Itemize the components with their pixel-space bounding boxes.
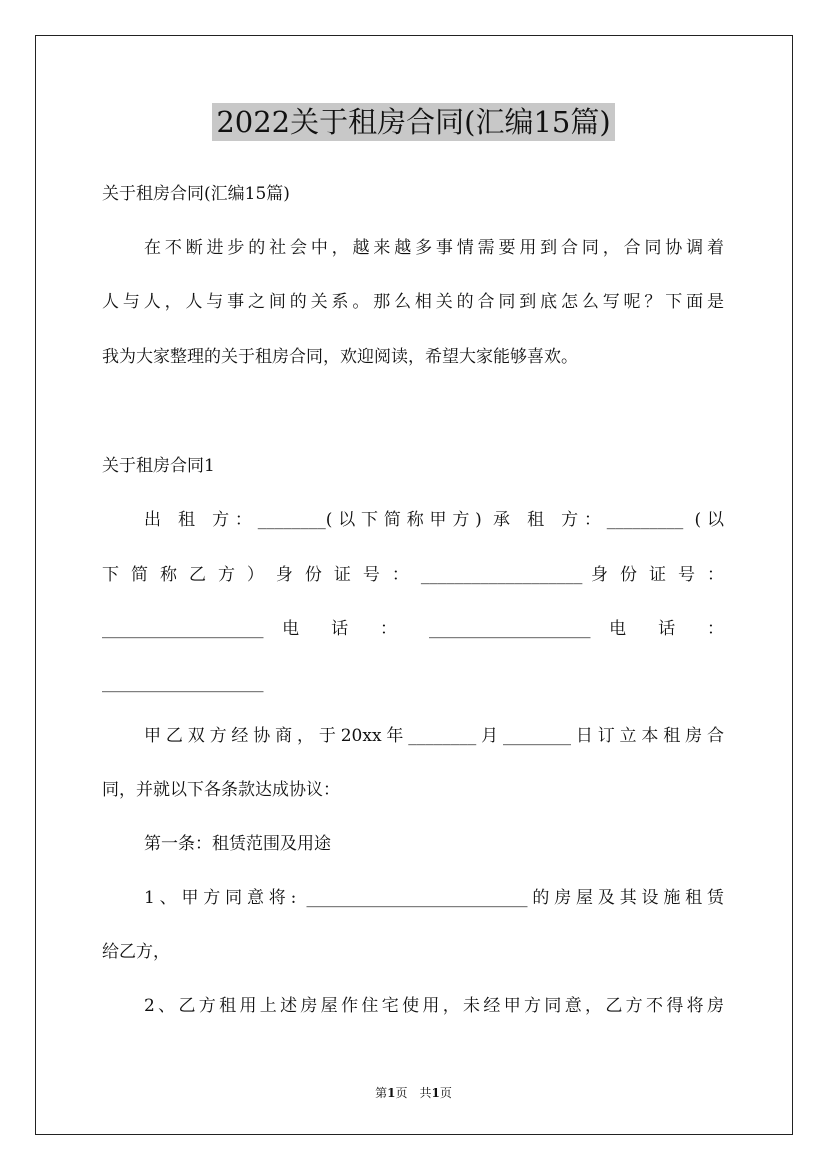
document-title: 2022关于租房合同(汇编15篇) (212, 103, 614, 141)
document-subtitle: 关于租房合同(汇编15篇) (102, 184, 290, 204)
document-title-wrap (0, 102, 827, 142)
intro-line-1: 在不断进步的社会中，越来越多事情需要用到合同，合同协调着 (144, 238, 724, 258)
footer-page-number: 1 (387, 1086, 396, 1100)
body-line-4: ___________________ (102, 673, 264, 693)
body-line-1: 出 租 方：________(以下简称甲方) 承 租 方：_________ (以 (144, 510, 724, 530)
article-heading: 第一条：租赁范围及用途 (144, 834, 331, 854)
body-line-8: 1、甲方同意将: __________________________的房屋及其设施租赁 (144, 888, 724, 908)
page-footer (0, 1084, 827, 1101)
footer-page-mid: 页 共 (395, 1086, 432, 1100)
body-line-6: 同，并就以下各条款达成协议： (102, 780, 340, 800)
footer-page-prefix: 第 (375, 1086, 388, 1100)
body-line-2: 下 简 称 乙 方 ） 身 份 证 号 ： ___________________ 身 份 证 号 ： (102, 565, 724, 585)
footer-page-total: 1 (431, 1086, 440, 1100)
section-heading: 关于租房合同1 (102, 456, 215, 476)
body-line-9: 给乙方， (102, 942, 170, 962)
body-line-10: 2、乙方租用上述房屋作住宅使用，未经甲方同意，乙方不得将房 (144, 996, 724, 1016)
body-line-3: ___________________ 电 话 ： ___________________ 电 话 ： (102, 619, 724, 639)
intro-line-3: 我为大家整理的关于租房合同，欢迎阅读，希望大家能够喜欢。 (102, 347, 578, 367)
footer-page-suffix: 页 (439, 1086, 452, 1100)
body-line-5: 甲乙双方经协商，于20xx年________月________日订立本租房合 (144, 726, 724, 746)
intro-line-2: 人与人，人与事之间的关系。那么相关的合同到底怎么写呢？下面是 (102, 292, 724, 312)
